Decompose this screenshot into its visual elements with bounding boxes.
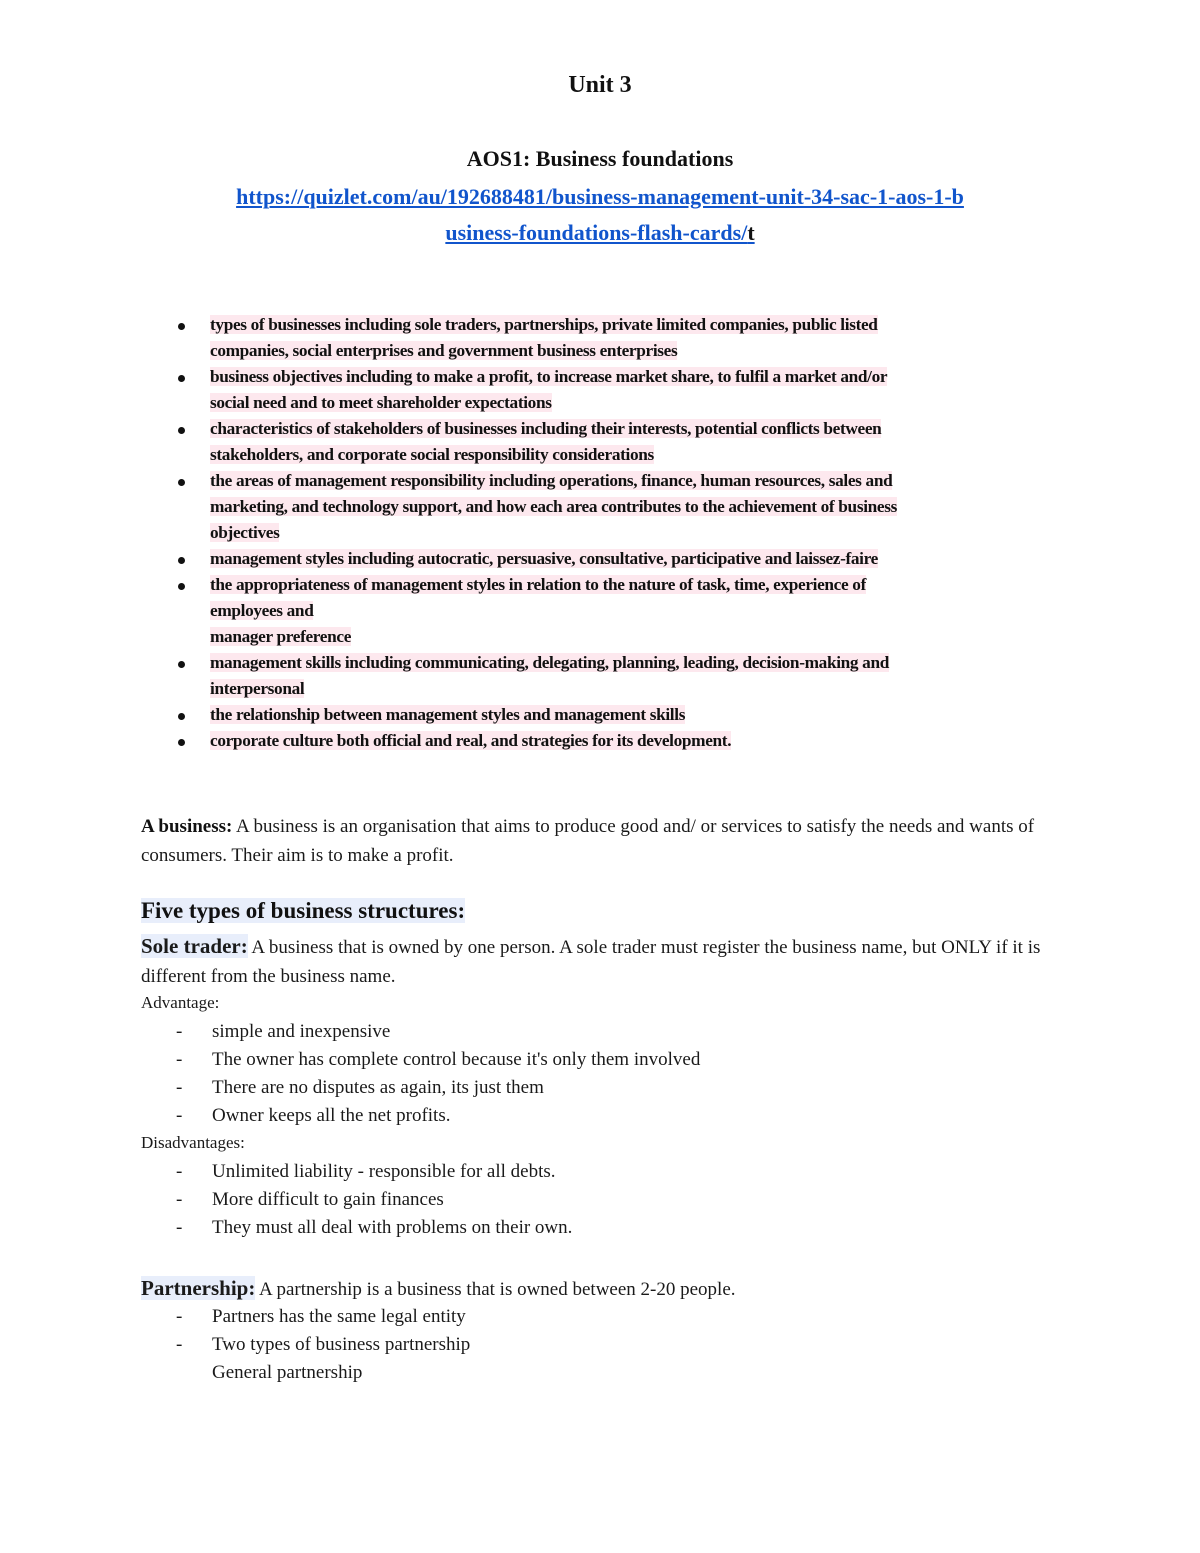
disadvantages-list (172, 1158, 572, 1242)
quizlet-link-text-2[interactable]: usiness-foundations-flash-cards/ (445, 220, 748, 245)
quizlet-link-line-1[interactable] (0, 184, 1200, 210)
disadvantage-text: Unlimited liability - responsible for all debts. (212, 1161, 556, 1182)
study-point (172, 312, 1042, 364)
business-definition (141, 812, 1061, 870)
study-point-line: the areas of management responsibility including operations, finance, human resources, sales and (210, 471, 893, 490)
dash-marker: - (176, 1105, 183, 1126)
study-point (172, 546, 1042, 572)
dash-marker: - (176, 1161, 183, 1182)
study-point (172, 364, 1042, 416)
dash-marker: - (176, 1306, 183, 1327)
study-point-line: management skills including communicating, delegating, planning, leading, decision-making and (210, 653, 889, 672)
structures-heading (141, 898, 465, 924)
study-point-line: the relationship between management styles and management skills (210, 705, 686, 724)
study-point (172, 702, 1042, 728)
study-point-line: types of businesses including sole traders, partnerships, private limited companies, public listed (210, 315, 878, 334)
sole-trader-text: A business that is owned by one person. A sole trader must register the business name, but ONLY if it is different from the business name. (141, 937, 1041, 987)
quizlet-link-line-2[interactable] (0, 220, 1200, 246)
study-point-line: stakeholders, and corporate social responsibility considerations (210, 445, 654, 464)
study-point (172, 728, 1042, 754)
disadvantage-label: Disadvantages: (141, 1133, 245, 1152)
study-point-line: characteristics of stakeholders of businesses including their interests, potential conflicts between (210, 419, 882, 438)
list-item (172, 1303, 470, 1331)
study-point-line: interpersonal (210, 679, 305, 698)
bullet-dot-icon (178, 479, 185, 486)
bullet-dot-icon (178, 661, 185, 668)
bullet-dot-icon (178, 427, 185, 434)
study-point-line: companies, social enterprises and government business enterprises (210, 341, 678, 360)
unit-title: Unit 3 (568, 72, 632, 98)
advantage-label: Advantage: (141, 993, 220, 1012)
partnership-text: A partnership is a business that is owned between 2-20 people. (255, 1279, 736, 1300)
bullet-dot-icon (178, 557, 185, 564)
advantages-list (172, 1018, 700, 1130)
list-item (172, 1186, 572, 1214)
study-point (172, 650, 1042, 702)
study-point (172, 416, 1042, 468)
advantage-text: simple and inexpensive (212, 1021, 391, 1042)
list-item (172, 1046, 700, 1074)
study-point-line: marketing, and technology support, and how each area contributes to the achievement of business (210, 497, 897, 516)
advantage-text: There are no disputes as again, its just them (212, 1077, 544, 1098)
list-item (172, 1102, 700, 1130)
sole-trader-term: Sole trader: (141, 934, 248, 958)
bullet-dot-icon (178, 323, 185, 330)
bullet-dot-icon (178, 583, 185, 590)
structures-heading-text: Five types of business structures: (141, 898, 466, 923)
sole-trader-definition (141, 932, 1061, 991)
partnership-point-text: Partners has the same legal entity (212, 1306, 466, 1327)
study-point-line: objectives (210, 523, 280, 542)
study-point-line: business objectives including to make a profit, to increase market share, to fulfil a market and/or (210, 367, 888, 386)
study-point-line: corporate culture both official and real, and strategies for its development. (210, 731, 732, 750)
list-item (172, 1214, 572, 1242)
study-point-line: the appropriateness of management styles in relation to the nature of task, time, experience of (210, 575, 866, 594)
study-point-line: employees and (210, 601, 314, 620)
definition-text: A business is an organisation that aims to produce good and/ or services to satisfy the needs and wants of consumers. Their aim is to make a profit. (141, 816, 1035, 866)
dash-marker: - (176, 1021, 183, 1042)
study-point-line: manager preference (210, 627, 352, 646)
definition-term: A business: (141, 816, 233, 837)
partnership-point-text: Two types of business partnership (212, 1334, 471, 1355)
bullet-dot-icon (178, 375, 185, 382)
study-points-list (172, 312, 1042, 754)
list-item (172, 1074, 700, 1102)
study-point-line: management styles including autocratic, persuasive, consultative, participative and laissez-faire (210, 549, 878, 568)
aos-title: AOS1: Business foundations (466, 146, 734, 171)
list-item (172, 1018, 700, 1046)
study-point (172, 468, 1042, 546)
link-trailing-text: t (747, 220, 755, 245)
dash-marker: - (176, 1189, 183, 1210)
dash-marker: - (176, 1217, 183, 1238)
study-point (172, 572, 1042, 650)
dash-marker: - (176, 1049, 183, 1070)
disadvantage-text: More difficult to gain finances (212, 1189, 444, 1210)
quizlet-link-text-1[interactable]: https://quizlet.com/au/192688481/business-management-unit-34-sac-1-aos-1-b (236, 184, 964, 209)
list-item (172, 1359, 470, 1387)
dash-marker: - (176, 1334, 183, 1355)
list-item (172, 1158, 572, 1186)
bullet-dot-icon (178, 739, 185, 746)
partnership-term: Partnership: (141, 1276, 256, 1300)
advantage-text: The owner has complete control because it's only them involved (212, 1049, 701, 1070)
partnership-point-text: General partnership (212, 1362, 363, 1383)
disadvantage-text: They must all deal with problems on their own. (212, 1217, 573, 1238)
study-point-line: social need and to meet shareholder expectations (210, 393, 552, 412)
bullet-dot-icon (178, 713, 185, 720)
dash-marker: - (176, 1077, 183, 1098)
advantage-text: Owner keeps all the net profits. (212, 1105, 451, 1126)
list-item (172, 1331, 470, 1359)
partnership-points-list (172, 1303, 470, 1387)
partnership-definition (141, 1274, 1061, 1304)
